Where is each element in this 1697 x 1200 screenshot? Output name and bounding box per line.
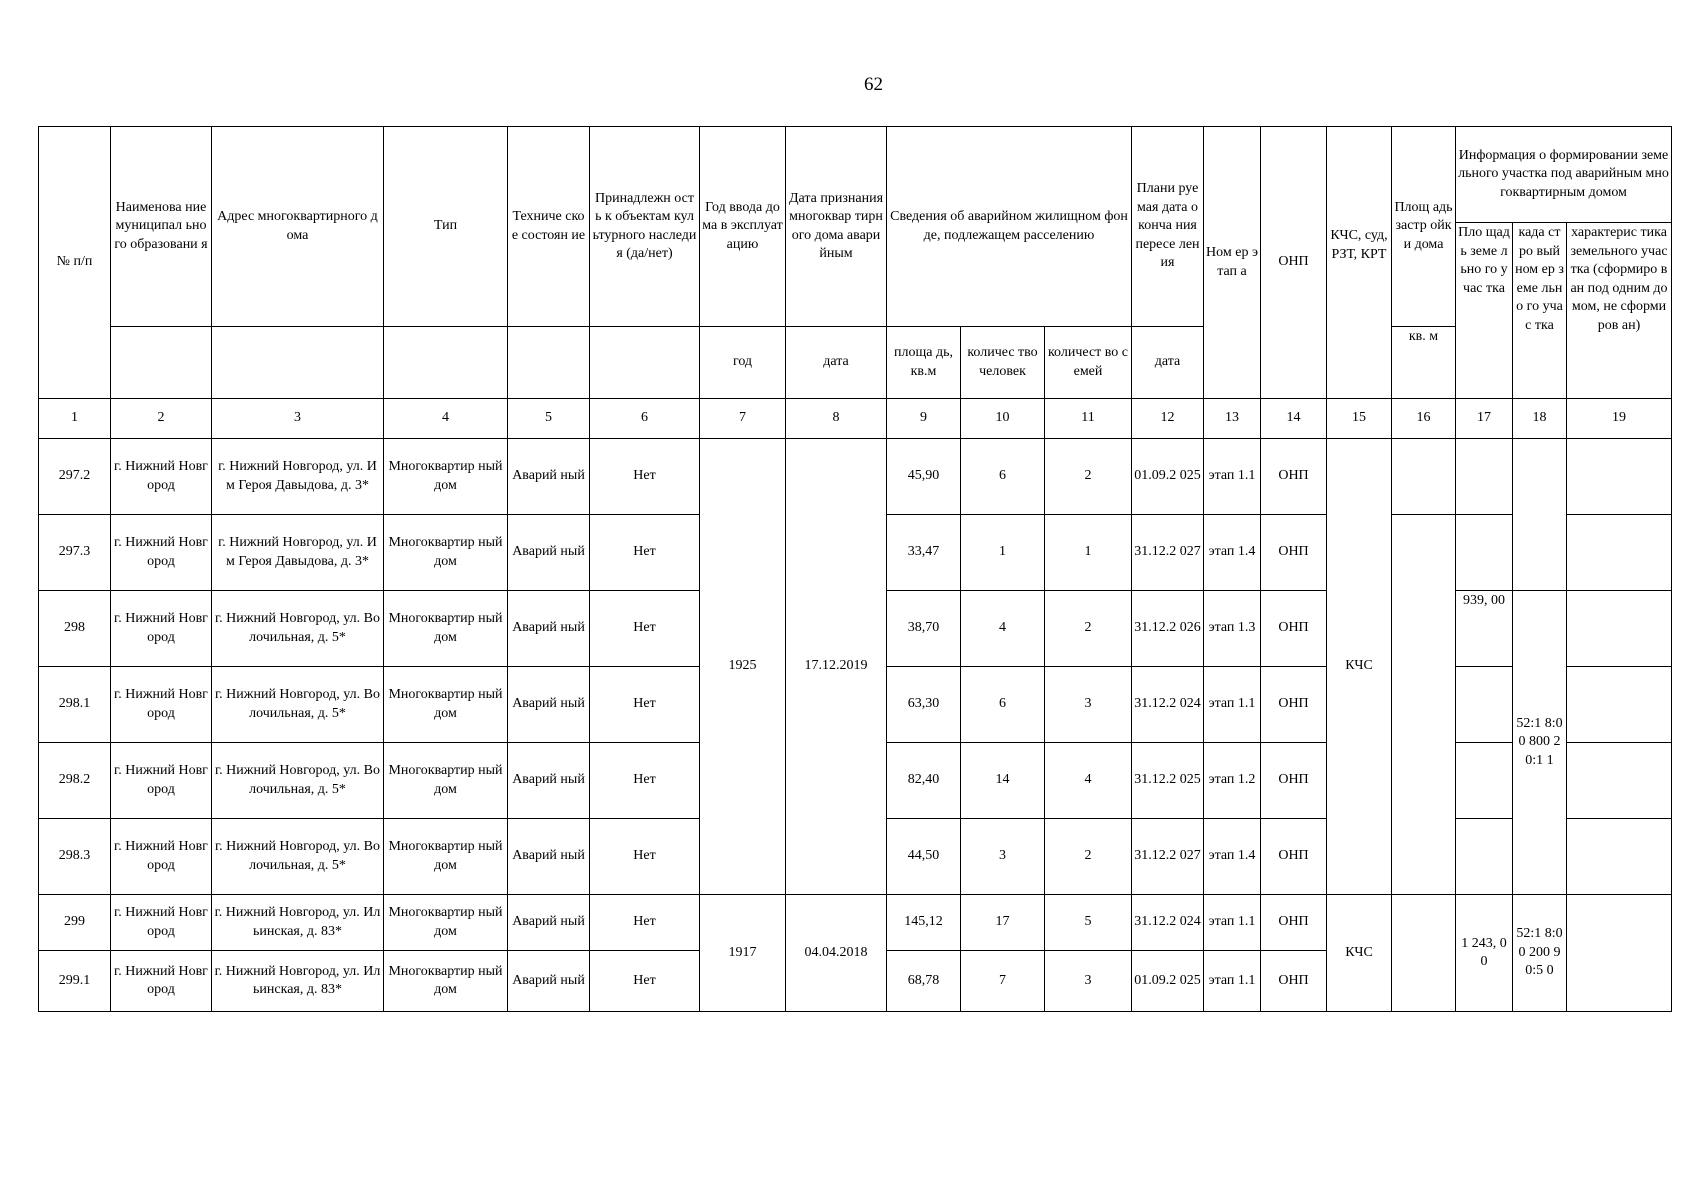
cell-area: 82,40	[887, 743, 961, 819]
col-number: 15	[1327, 399, 1392, 439]
cell-num: 298	[39, 591, 111, 667]
cell-kchs-2: КЧС	[1327, 895, 1392, 1012]
cell-stage: этап 1.4	[1204, 819, 1261, 895]
col-number: 9	[887, 399, 961, 439]
cell-planned-date: 31.12.2 027	[1132, 515, 1204, 591]
header-tech-state: Техниче ское состоян ие	[508, 127, 590, 327]
cell-area: 44,50	[887, 819, 961, 895]
cell-families: 4	[1045, 743, 1132, 819]
cell-area: 38,70	[887, 591, 961, 667]
cell-area: 68,78	[887, 951, 961, 1012]
cell-municipality: г. Нижний Новгород	[111, 515, 212, 591]
cell-land-char	[1567, 515, 1672, 591]
col-number: 4	[384, 399, 508, 439]
cell-municipality: г. Нижний Новгород	[111, 895, 212, 951]
cell-onp: ОНП	[1261, 895, 1327, 951]
cell-municipality: г. Нижний Новгород	[111, 819, 212, 895]
cell-heritage: Нет	[590, 819, 700, 895]
cell-heritage: Нет	[590, 743, 700, 819]
header-sub-sqm1: кв. м	[1392, 327, 1456, 399]
cell-stage: этап 1.1	[1204, 951, 1261, 1012]
header-onp: ОНП	[1261, 127, 1327, 399]
cell-stage: этап 1.1	[1204, 439, 1261, 515]
cell-type: Многоквартир ный дом	[384, 439, 508, 515]
cell-heritage: Нет	[590, 439, 700, 515]
col-number: 7	[700, 399, 786, 439]
emergency-housing-table	[38, 126, 1672, 1012]
cell-area: 45,90	[887, 439, 961, 515]
cell-people: 4	[961, 591, 1045, 667]
cell-state: Аварий ный	[508, 515, 590, 591]
col-number: 2	[111, 399, 212, 439]
header-cadastral: када стро вый ном ер земе льно го учас тка	[1513, 223, 1567, 399]
header-sub-date2: дата	[1132, 327, 1204, 399]
cell-families: 2	[1045, 439, 1132, 515]
cell-people: 6	[961, 667, 1045, 743]
cell-address: г. Нижний Новгород, ул. Ильинская, д. 83*	[212, 895, 384, 951]
header-blank-6	[590, 327, 700, 399]
cell-type: Многоквартир ный дом	[384, 819, 508, 895]
col-number: 19	[1567, 399, 1672, 439]
header-address: Адрес многоквартирного дома	[212, 127, 384, 327]
header-land-char: характерис тика земельного участка (сформиро ван под одним домом, не сформиров ан)	[1567, 223, 1672, 399]
cell-heritage: Нет	[590, 667, 700, 743]
cell-state: Аварий ный	[508, 667, 590, 743]
cell-area: 33,47	[887, 515, 961, 591]
cell-num: 299	[39, 895, 111, 951]
cell-heritage: Нет	[590, 895, 700, 951]
cell-date-emergency-1: 17.12.2019	[786, 439, 887, 895]
col-number: 3	[212, 399, 384, 439]
cell-stage: этап 1.1	[1204, 667, 1261, 743]
cell-land-char	[1567, 743, 1672, 819]
cell-planned-date: 31.12.2 024	[1132, 895, 1204, 951]
cell-address: г. Нижний Новгород, ул. Волочильная, д. 5*	[212, 819, 384, 895]
cell-year-1925: 1925	[700, 439, 786, 895]
col-number: 10	[961, 399, 1045, 439]
header-heritage: Принадлежн ость к объектам культурного наследия (да/нет)	[590, 127, 700, 327]
cell-building-area	[1392, 895, 1456, 1012]
cell-onp: ОНП	[1261, 819, 1327, 895]
cell-type: Многоквартир ный дом	[384, 667, 508, 743]
header-emergency-info: Сведения об аварийном жилищном фонде, подлежащем расселению	[887, 127, 1132, 327]
cell-families: 1	[1045, 515, 1132, 591]
cell-address: г. Нижний Новгород, ул. Ильинская, д. 83*	[212, 951, 384, 1012]
cell-cadastral-blank	[1513, 439, 1567, 591]
header-stage-no: Ном ер этап а	[1204, 127, 1261, 399]
header-blank-2	[111, 327, 212, 399]
cell-cadastral-299: 52:1 8:00 200 90:5 0	[1513, 895, 1567, 1012]
header-sub-year: год	[700, 327, 786, 399]
cell-type: Многоквартир ный дом	[384, 591, 508, 667]
cell-municipality: г. Нижний Новгород	[111, 439, 212, 515]
cell-municipality: г. Нижний Новгород	[111, 743, 212, 819]
cell-people: 3	[961, 819, 1045, 895]
header-kchs: КЧС, суд, РЗТ, КРТ	[1327, 127, 1392, 399]
cell-people: 17	[961, 895, 1045, 951]
cell-address: г. Нижний Новгород, ул. Им Героя Давыдова, д. 3*	[212, 515, 384, 591]
cell-planned-date: 31.12.2 026	[1132, 591, 1204, 667]
cell-state: Аварий ный	[508, 819, 590, 895]
cell-num: 298.1	[39, 667, 111, 743]
col-number: 18	[1513, 399, 1567, 439]
cell-planned-date: 01.09.2 025	[1132, 951, 1204, 1012]
header-sub-people: количес тво человек	[961, 327, 1045, 399]
header-blank-4	[384, 327, 508, 399]
cell-stage: этап 1.1	[1204, 895, 1261, 951]
col-number: 8	[786, 399, 887, 439]
cell-land-char	[1567, 895, 1672, 1012]
cell-stage: этап 1.2	[1204, 743, 1261, 819]
col-number: 13	[1204, 399, 1261, 439]
cell-type: Многоквартир ный дом	[384, 951, 508, 1012]
header-num: № п/п	[39, 127, 111, 399]
cell-onp: ОНП	[1261, 515, 1327, 591]
cell-date-emergency-2: 04.04.2018	[786, 895, 887, 1012]
page-number: 62	[864, 74, 883, 95]
cell-building-area	[1392, 515, 1456, 895]
header-building-area: Площ адь застр ойки дома	[1392, 127, 1456, 327]
cell-address: г. Нижний Новгород, ул. Волочильная, д. 5*	[212, 743, 384, 819]
cell-heritage: Нет	[590, 515, 700, 591]
cell-address: г. Нижний Новгород, ул. Им Героя Давыдова, д. 3*	[212, 439, 384, 515]
cell-cadastral-298: 52:1 8:00 800 20:1 1	[1513, 591, 1567, 895]
cell-address: г. Нижний Новгород, ул. Волочильная, д. 5*	[212, 667, 384, 743]
cell-state: Аварий ный	[508, 591, 590, 667]
header-land-area: Пло щадь земе льно го учас тка	[1456, 223, 1513, 399]
cell-land-area	[1456, 819, 1513, 895]
cell-state: Аварий ный	[508, 951, 590, 1012]
cell-land-area	[1456, 439, 1513, 515]
col-number: 6	[590, 399, 700, 439]
cell-municipality: г. Нижний Новгород	[111, 951, 212, 1012]
cell-planned-date: 31.12.2 025	[1132, 743, 1204, 819]
cell-type: Многоквартир ный дом	[384, 743, 508, 819]
table-row	[39, 895, 1672, 951]
cell-heritage: Нет	[590, 951, 700, 1012]
header-blank-5	[508, 327, 590, 399]
cell-stage: этап 1.4	[1204, 515, 1261, 591]
header-municipality: Наименова ние муниципал ьного образовани я	[111, 127, 212, 327]
cell-planned-date: 31.12.2 024	[1132, 667, 1204, 743]
cell-people: 6	[961, 439, 1045, 515]
header-sub-date: дата	[786, 327, 887, 399]
cell-families: 3	[1045, 951, 1132, 1012]
cell-planned-date: 31.12.2 027	[1132, 819, 1204, 895]
cell-num: 297.2	[39, 439, 111, 515]
cell-land-area	[1456, 515, 1513, 591]
cell-planned-date: 01.09.2 025	[1132, 439, 1204, 515]
cell-onp: ОНП	[1261, 667, 1327, 743]
cell-land-char	[1567, 819, 1672, 895]
cell-year-1917: 1917	[700, 895, 786, 1012]
cell-people: 14	[961, 743, 1045, 819]
cell-num: 298.3	[39, 819, 111, 895]
col-number: 5	[508, 399, 590, 439]
cell-area: 145,12	[887, 895, 961, 951]
cell-land-area-299: 1 243, 00	[1456, 895, 1513, 1012]
cell-onp: ОНП	[1261, 439, 1327, 515]
header-blank-3	[212, 327, 384, 399]
cell-land-char	[1567, 439, 1672, 515]
table-row	[39, 439, 1672, 515]
cell-people: 1	[961, 515, 1045, 591]
cell-families: 5	[1045, 895, 1132, 951]
cell-onp: ОНП	[1261, 591, 1327, 667]
cell-families: 2	[1045, 819, 1132, 895]
col-number: 14	[1261, 399, 1327, 439]
cell-heritage: Нет	[590, 591, 700, 667]
header-sub-area: площа дь, кв.м	[887, 327, 961, 399]
col-number: 11	[1045, 399, 1132, 439]
cell-type: Многоквартир ный дом	[384, 895, 508, 951]
cell-municipality: г. Нижний Новгород	[111, 591, 212, 667]
header-date-emergency: Дата признания многоквар тирного дома аварийным	[786, 127, 887, 327]
cell-municipality: г. Нижний Новгород	[111, 667, 212, 743]
cell-state: Аварий ный	[508, 439, 590, 515]
cell-state: Аварий ный	[508, 743, 590, 819]
cell-stage: этап 1.3	[1204, 591, 1261, 667]
cell-families: 2	[1045, 591, 1132, 667]
col-number: 1	[39, 399, 111, 439]
cell-people: 7	[961, 951, 1045, 1012]
cell-land-char	[1567, 591, 1672, 667]
cell-land-char	[1567, 667, 1672, 743]
cell-address: г. Нижний Новгород, ул. Волочильная, д. 5*	[212, 591, 384, 667]
cell-num: 299.1	[39, 951, 111, 1012]
cell-land-area	[1456, 743, 1513, 819]
cell-area: 63,30	[887, 667, 961, 743]
cell-onp: ОНП	[1261, 951, 1327, 1012]
header-type: Тип	[384, 127, 508, 327]
cell-land-area	[1456, 667, 1513, 743]
col-number: 16	[1392, 399, 1456, 439]
header-land-info: Информация о формировании земельного участка под аварийным многоквартирным домом	[1456, 127, 1672, 223]
cell-kchs-1: КЧС	[1327, 439, 1392, 895]
cell-onp: ОНП	[1261, 743, 1327, 819]
cell-num: 297.3	[39, 515, 111, 591]
header-sub-families: количест во семей	[1045, 327, 1132, 399]
cell-type: Многоквартир ный дом	[384, 515, 508, 591]
cell-land-area-298: 939, 00	[1456, 591, 1513, 667]
cell-building-area	[1392, 439, 1456, 515]
col-number: 17	[1456, 399, 1513, 439]
header-planned-date: Плани руемая дата оконча ния пересе ления	[1132, 127, 1204, 327]
cell-state: Аварий ный	[508, 895, 590, 951]
header-year-built: Год ввода дома в эксплуат ацию	[700, 127, 786, 327]
cell-families: 3	[1045, 667, 1132, 743]
cell-num: 298.2	[39, 743, 111, 819]
col-number: 12	[1132, 399, 1204, 439]
